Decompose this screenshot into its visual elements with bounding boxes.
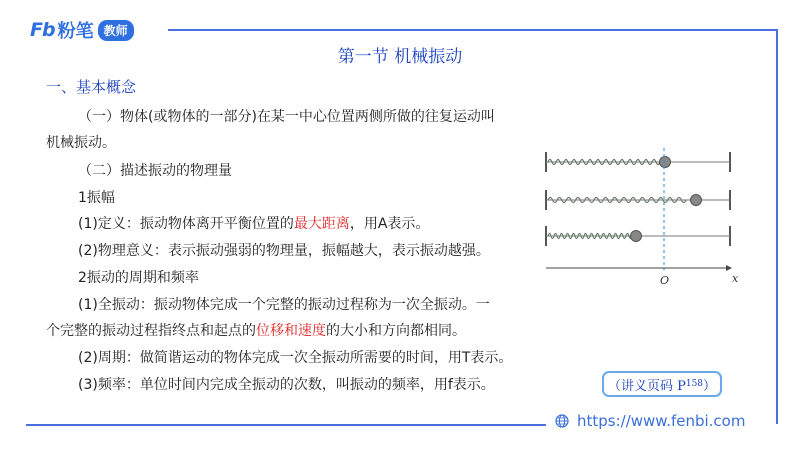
globe-icon <box>555 414 569 428</box>
period-definition: (2)周期：做简谐运动的物体完成一次全振动所需要的时间，用T表示。 <box>78 350 513 366</box>
logo-badge: 教师 <box>98 20 134 41</box>
section-heading: 一、基本概念 <box>46 78 137 96</box>
frame-bottom-line <box>26 424 546 426</box>
fenbi-logo <box>30 18 134 42</box>
footer-url-text: https://www.fenbi.com <box>577 412 746 430</box>
footer-url[interactable] <box>555 412 745 430</box>
subsection-heading: （二）描述振动的物理量 <box>78 163 232 179</box>
oscillator-row-equilibrium <box>546 152 730 172</box>
frequency-definition: (3)频率：单位时间内完成全振动的次数，叫振动的频率，用f表示。 <box>78 377 495 393</box>
reference-text: （讲义页码 P <box>607 378 686 394</box>
highlight-max-distance: 最大距离 <box>293 216 350 232</box>
logo-name: 粉笔 <box>57 21 94 42</box>
paragraph-definition-line1: （一）物体(或物体的一部分)在某一中心位置两侧所做的往复运动叫 <box>78 109 495 125</box>
page-title: 第一节 机械振动 <box>337 47 463 67</box>
period-frequency-heading: 2振动的周期和频率 <box>78 270 199 286</box>
axis-label: x <box>732 272 739 285</box>
oscillator-row-compressed <box>546 226 730 246</box>
full-vibration-line1: (1)全振动：振动物体完成一个完整的振动过程称为一次全振动。一 <box>78 297 490 313</box>
amplitude-meaning: (2)物理意义：表示振动强弱的物理量，振幅越大，表示振动越强。 <box>78 243 490 259</box>
reference-page-number: 158 <box>685 379 704 389</box>
full-vibration-line2a: 个完整的振动过程指终点和起点的 <box>46 323 256 339</box>
x-axis-arrow <box>726 265 732 271</box>
logo-mark: Fb <box>30 19 55 41</box>
full-vibration-line2b: 的大小和方向都相同。 <box>326 323 466 339</box>
frame-top-line <box>168 29 778 31</box>
amplitude-definition-a: (1)定义：振动物体离开平衡位置的 <box>78 216 294 232</box>
reference-box <box>602 371 722 397</box>
paragraph-definition-line2: 机械振动。 <box>46 135 116 151</box>
oscillator-row-stretched <box>546 190 730 210</box>
spring-oscillator-diagram <box>540 148 740 288</box>
amplitude-definition-b: ，用A表示。 <box>349 216 430 232</box>
origin-label: O <box>660 274 670 287</box>
highlight-displacement-velocity: 位移和速度 <box>256 323 326 339</box>
reference-close: ） <box>703 378 717 394</box>
full-vibration-line2 <box>46 322 466 340</box>
amplitude-heading: 1振幅 <box>78 190 115 206</box>
amplitude-definition <box>78 215 429 233</box>
frame-right-line <box>776 29 778 424</box>
